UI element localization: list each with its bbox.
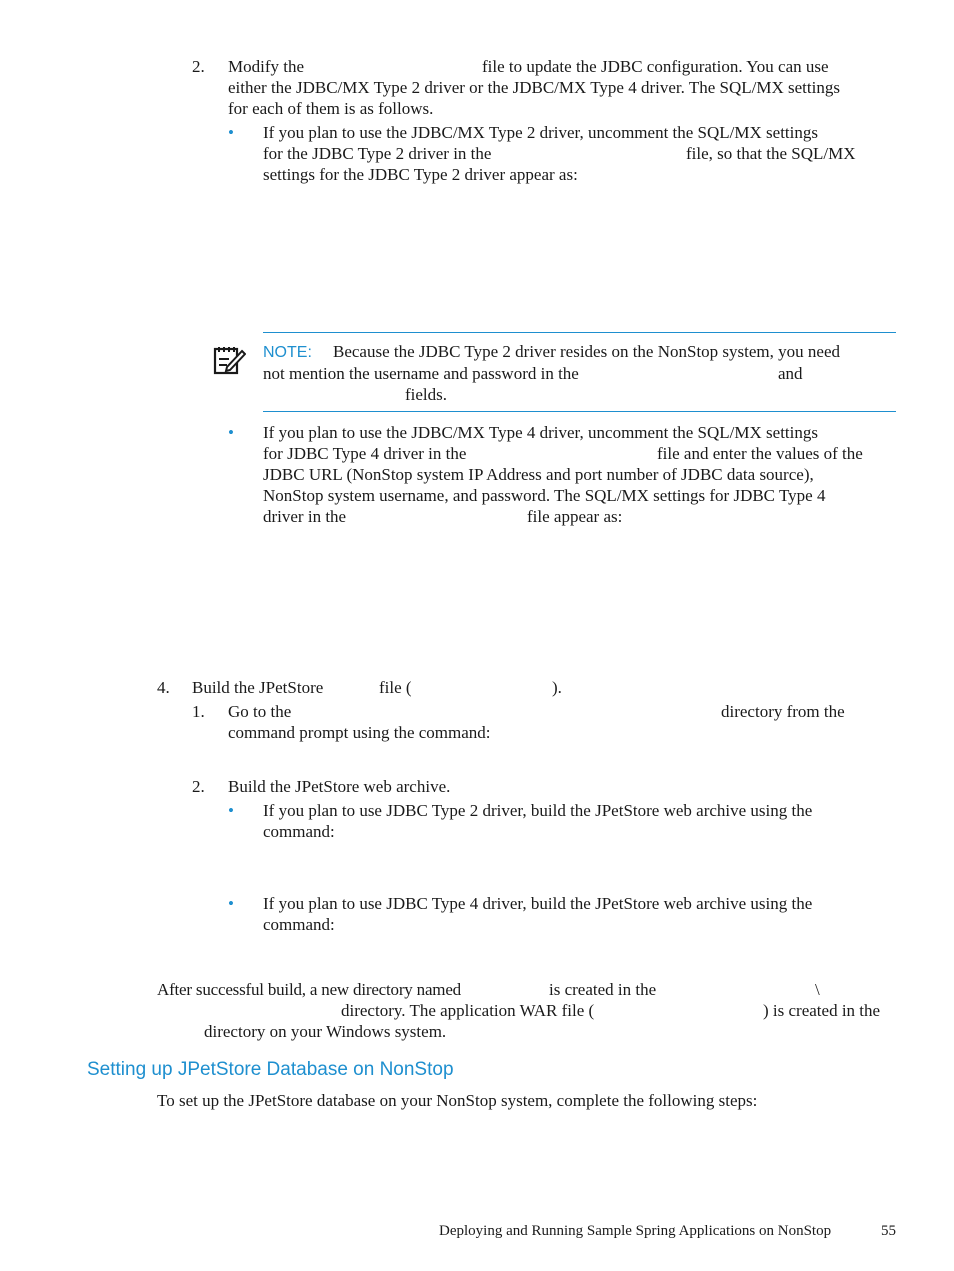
step-4-text-a: Build the JPetStore xyxy=(192,678,324,697)
note-pencil-icon xyxy=(212,343,246,377)
bullet2-line1: If you plan to use the JDBC/MX Type 4 driver, uncomment the SQL/MX settings xyxy=(263,423,818,442)
step-2-number: 2. xyxy=(192,57,205,76)
note-line3: fields. xyxy=(405,385,448,404)
note-line1-text: Because the JDBC Type 2 driver resides on the NonStop system, you need xyxy=(333,342,840,361)
section-heading: Setting up JPetStore Database on NonStop xyxy=(87,1059,454,1080)
bullet2-line2a: for JDBC Type 4 driver in the xyxy=(263,444,467,463)
sub2-line1: Build the JPetStore web archive. xyxy=(228,777,451,796)
step-2-line2: either the JDBC/MX Type 2 driver or the JDBC/MX Type 4 driver. The SQL/MX settings xyxy=(228,78,840,97)
bullet1-line1: If you plan to use the JDBC/MX Type 2 driver, uncomment the SQL/MX settings xyxy=(263,123,818,142)
bullet2-line4: NonStop system username, and password. The SQL/MX settings for JDBC Type 4 xyxy=(263,486,826,505)
bullet1-line3: settings for the JDBC Type 2 driver appear as: xyxy=(263,165,578,184)
bullet-dot: • xyxy=(228,123,234,142)
after-build-line2b: ) is created in the xyxy=(763,1001,881,1020)
note-top-rule xyxy=(263,332,896,333)
step-2-line1a: Modify the xyxy=(228,57,305,76)
sub1-line2: command prompt using the command: xyxy=(228,723,491,742)
sub2-bullet1-line2: command: xyxy=(263,822,335,841)
step-2-line1b: file to update the JDBC configuration. You can use xyxy=(482,57,829,76)
after-build-line1a: After successful build, a new directory named xyxy=(157,980,461,999)
step-2-line3: for each of them is as follows. xyxy=(228,99,434,118)
page-number: 55 xyxy=(881,1223,896,1239)
section-intro: To set up the JPetStore database on your NonStop system, complete the following steps: xyxy=(157,1091,758,1110)
after-build-line1b: is created in the xyxy=(549,980,657,999)
bullet-dot: • xyxy=(228,894,234,913)
bullet1-line2b: file, so that the SQL/MX xyxy=(686,144,856,163)
after-build-line3: directory on your Windows system. xyxy=(204,1022,447,1041)
sub2-bullet1-line1: If you plan to use JDBC Type 2 driver, build the JPetStore web archive using the xyxy=(263,801,813,820)
after-build-line2a: directory. The application WAR file ( xyxy=(341,1001,595,1020)
bullet2-line5b: file appear as: xyxy=(527,507,623,526)
note-line1 xyxy=(263,341,312,363)
note-label: NOTE: xyxy=(263,344,312,361)
step-4-number: 4. xyxy=(157,678,170,697)
note-bottom-rule xyxy=(263,411,896,412)
sub2-bullet2-line1: If you plan to use JDBC Type 4 driver, build the JPetStore web archive using the xyxy=(263,894,813,913)
step-4-text-c: ). xyxy=(552,678,562,697)
sub1-line1b: directory from the xyxy=(721,702,845,721)
step-4-text-b: file ( xyxy=(379,678,412,697)
bullet2-line5a: driver in the xyxy=(263,507,347,526)
bullet-dot: • xyxy=(228,801,234,820)
sub1-number: 1. xyxy=(192,702,205,721)
bullet2-line3: JDBC URL (NonStop system IP Address and port number of JDBC data source), xyxy=(263,465,814,484)
bullet1-line2a: for the JDBC Type 2 driver in the xyxy=(263,144,492,163)
sub1-line1a: Go to the xyxy=(228,702,292,721)
after-build-line1c: \ xyxy=(815,980,820,999)
note-line2a: not mention the username and password in the xyxy=(263,364,579,383)
bullet-dot: • xyxy=(228,423,234,442)
note-line2b: and xyxy=(778,364,803,383)
sub2-bullet2-line2: command: xyxy=(263,915,335,934)
sub2-number: 2. xyxy=(192,777,205,796)
bullet2-line2b: file and enter the values of the xyxy=(657,444,863,463)
footer-title: Deploying and Running Sample Spring Applications on NonStop xyxy=(439,1223,832,1239)
